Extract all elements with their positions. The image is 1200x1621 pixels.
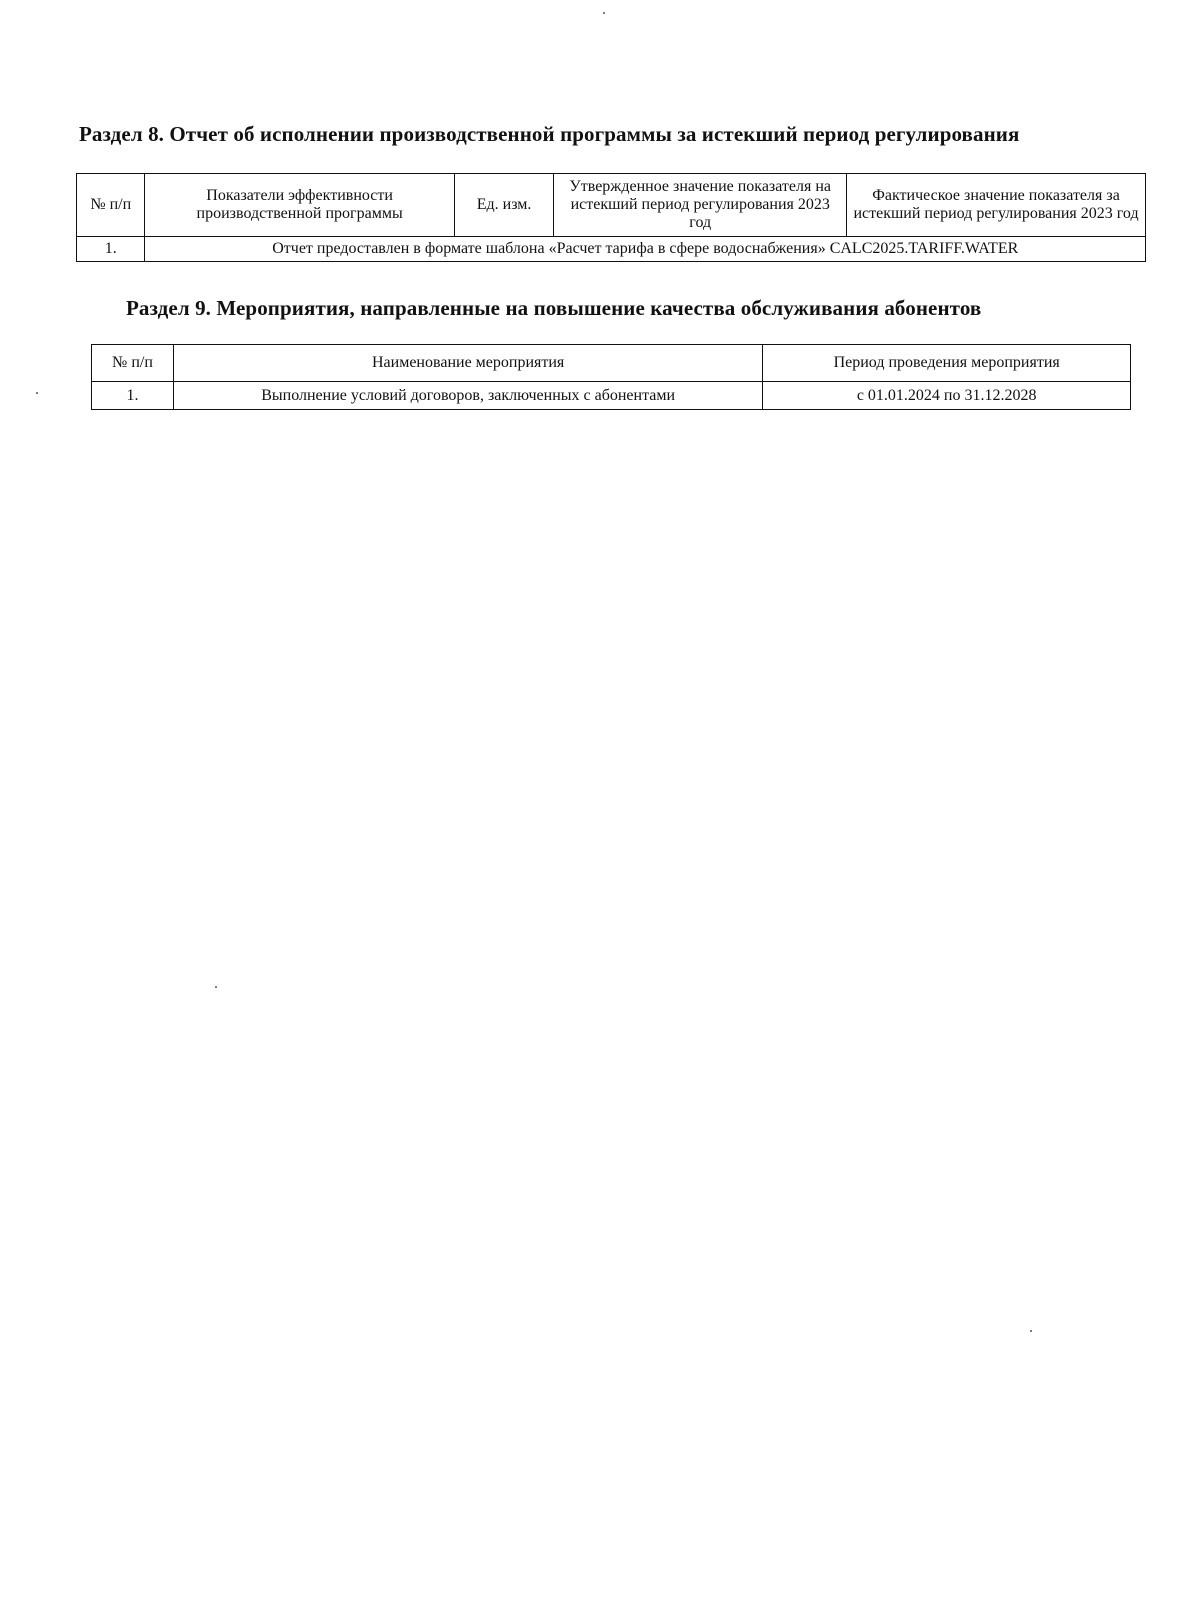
table-header-row	[92, 345, 1131, 382]
row-number: 1.	[77, 237, 145, 262]
table-row	[92, 382, 1131, 410]
section-9-heading: Раздел 9. Мероприятия, направленные на повышение качества обслуживания абонентов	[126, 296, 982, 320]
scan-speck	[215, 986, 217, 988]
section-8-heading: Раздел 8. Отчет об исполнении производственной программы за истекший период регулирования	[79, 122, 1020, 146]
scan-speck	[603, 12, 605, 14]
header-cell-unit: Ед. изм.	[454, 174, 554, 237]
scan-speck	[36, 392, 38, 394]
table-row	[77, 237, 1146, 262]
section-9-table	[91, 344, 1131, 410]
row-number: 1.	[92, 382, 174, 410]
row-activity-name: Выполнение условий договоров, заключенных с абонентами	[173, 382, 762, 410]
header-cell-activity-name: Наименование мероприятия	[173, 345, 762, 382]
scan-speck	[1030, 1330, 1032, 1332]
header-cell-number: № п/п	[77, 174, 145, 237]
header-cell-period: Период проведения мероприятия	[763, 345, 1131, 382]
section-8-table	[76, 173, 1146, 262]
row-period: с 01.01.2024 по 31.12.2028	[763, 382, 1131, 410]
table-header-row	[77, 174, 1146, 237]
header-cell-number: № п/п	[92, 345, 174, 382]
row-report-note: Отчет предоставлен в формате шаблона «Расчет тарифа в сфере водоснабжения» CALC2025.TARIFF.WATER	[145, 237, 1146, 262]
header-cell-approved-value: Утвержденное значение показателя на истекший период регулирования 2023 год	[554, 174, 847, 237]
header-cell-actual-value: Фактическое значение показателя за истекший период регулирования 2023 год	[847, 174, 1146, 237]
header-cell-indicators: Показатели эффективности производственной программы	[145, 174, 454, 237]
